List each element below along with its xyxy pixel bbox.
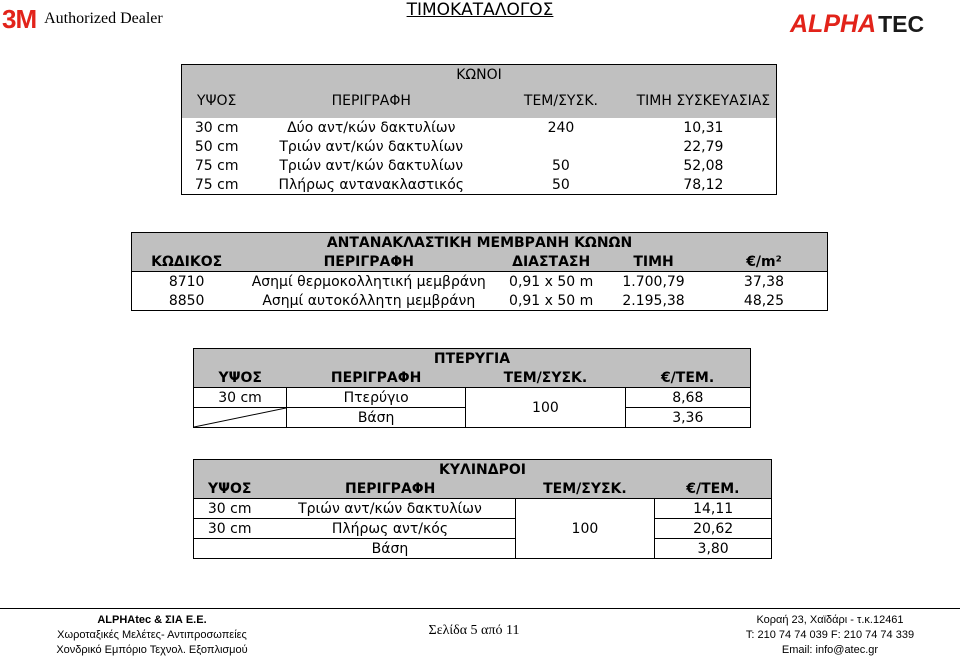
wings-header-description: ΠΕΡΙΓΡΑΦΗ <box>287 368 466 388</box>
membrane-price: 1.700,79 <box>622 273 685 290</box>
cone-description: Δύο αντ/κών δακτυλίων <box>287 119 456 136</box>
table-row <box>194 519 772 539</box>
membrane-description: Ασημί θερμοκολλητική μεμβράνη <box>251 273 486 290</box>
footer-company-line2: Χωροταξικές Μελέτες- Αντιπροσωπείες <box>57 629 247 641</box>
cone-height: 75 cm <box>194 176 239 193</box>
alphatec-logo <box>790 10 924 39</box>
cone-price: 52,08 <box>683 157 724 174</box>
3m-logo-mark: 3M <box>2 4 37 34</box>
footer-phones: T: 210 74 74 039 F: 210 74 74 339 <box>745 629 915 641</box>
cone-pack <box>491 137 631 156</box>
membrane-code: 8850 <box>168 292 205 309</box>
membrane-dimension: 0,91 x 50 m <box>509 292 594 309</box>
alphatec-logo-tec: TEC <box>878 11 925 37</box>
cylinders-header-price: €/ΤΕΜ. <box>655 479 772 499</box>
wings-header-pack: ΤΕΜ/ΣΥΣΚ. <box>466 368 625 388</box>
cones-header-height: ΥΨΟΣ <box>182 84 252 118</box>
cylinder-pack: 100 <box>515 499 655 559</box>
wings-header-height: ΥΨΟΣ <box>194 368 287 388</box>
cone-price: 22,79 <box>683 138 724 155</box>
cylinder-height: 30 cm <box>194 499 266 519</box>
membrane-header-code: ΚΩΔΙΚΟΣ <box>132 252 242 272</box>
wings-table <box>193 348 751 428</box>
cone-pack: 50 <box>552 176 570 193</box>
membrane-code: 8710 <box>168 273 205 290</box>
membrane-header-dimension: ΔΙΑΣΤΑΣΗ <box>496 252 606 272</box>
membrane-price: 2.195,38 <box>622 292 685 309</box>
cone-height: 50 cm <box>194 138 239 155</box>
cone-pack: 240 <box>547 119 575 136</box>
footer-company-line3: Χονδρικό Εμπόριο Τεχνολ. Εξοπλισμού <box>56 644 248 656</box>
footer-company-name: ALPHAtec & ΣΙΑ Ε.Ε. <box>97 614 207 626</box>
alphatec-logo-alpha: ALPHA <box>790 10 877 38</box>
membrane-table <box>131 232 828 311</box>
3m-logo <box>2 6 163 32</box>
cylinders-header-height: ΥΨΟΣ <box>194 479 266 499</box>
cones-header-description: ΠΕΡΙΓΡΑΦΗ <box>251 84 491 118</box>
table-row <box>182 118 777 137</box>
cylinders-title: ΚΥΛΙΝΔΡΟΙ <box>194 460 772 480</box>
cylinder-price: 14,11 <box>655 499 772 519</box>
table-row <box>132 272 828 292</box>
footer-contact-block <box>730 613 930 658</box>
cone-height: 30 cm <box>194 119 239 136</box>
membrane-per-m2: 37,38 <box>743 273 785 290</box>
footer-page-number: Σελίδα 5 από 11 <box>428 623 520 638</box>
cylinders-header-pack: ΤΕΜ/ΣΥΣΚ. <box>515 479 655 499</box>
page-header <box>0 0 960 40</box>
cylinders-table <box>193 459 772 559</box>
cylinder-description: Βάση <box>371 540 409 557</box>
cones-table <box>181 64 777 195</box>
cones-header-price: ΤΙΜΗ ΣΥΣΚΕΥΑΣΙΑΣ <box>631 84 777 118</box>
table-row <box>194 499 772 519</box>
cone-description: Τριών αντ/κών δακτυλίων <box>279 138 464 155</box>
wing-price: 8,68 <box>625 388 750 408</box>
cone-pack: 50 <box>552 157 570 174</box>
cylinder-height <box>194 539 266 559</box>
table-row <box>182 156 777 175</box>
cone-price: 10,31 <box>683 119 724 136</box>
cones-header-pack: ΤΕΜ/ΣΥΣΚ. <box>491 84 631 118</box>
wing-description: Πτερύγιο <box>287 388 466 408</box>
wing-height: 30 cm <box>194 388 287 408</box>
cylinder-description: Τριών αντ/κών δακτυλίων <box>265 499 515 519</box>
document-title: ΤΙΜΟΚΑΤΑΛΟΓΟΣ <box>406 0 554 20</box>
table-row <box>194 388 751 408</box>
membrane-header-description: ΠΕΡΙΓΡΑΦΗ <box>241 252 496 272</box>
wing-height-empty <box>194 408 287 428</box>
membrane-header-price: ΤΙΜΗ <box>606 252 701 272</box>
membrane-dimension: 0,91 x 50 m <box>509 273 594 290</box>
wings-title: ΠΤΕΡΥΓΙΑ <box>194 349 751 369</box>
footer-email: Email: info@atec.gr <box>781 644 879 656</box>
footer-address: Κοραή 23, Χαϊδάρι - τ.κ.12461 <box>756 614 904 626</box>
cone-price: 78,12 <box>683 176 724 193</box>
diagonal-strike <box>194 408 286 427</box>
cylinder-description: Πλήρως αντ/κός <box>265 519 515 539</box>
cone-description: Πλήρως αντανακλαστικός <box>278 176 465 193</box>
cones-title: ΚΩΝΟΙ <box>182 65 777 85</box>
wing-price: 3,36 <box>672 409 704 426</box>
membrane-per-m2: 48,25 <box>743 292 785 309</box>
cylinder-height: 30 cm <box>194 519 266 539</box>
table-row <box>182 175 777 195</box>
table-row <box>194 539 772 559</box>
membrane-description: Ασημί αυτοκόλλητη μεμβράνη <box>262 292 476 309</box>
table-row <box>182 137 777 156</box>
membrane-header-per-m2: €/m² <box>701 252 828 272</box>
wing-pack: 100 <box>466 388 625 428</box>
wings-header-price: €/ΤΕΜ. <box>625 368 750 388</box>
footer-company-block <box>52 613 252 658</box>
authorized-dealer-label: Authorized Dealer <box>44 10 163 27</box>
cylinder-price: 20,62 <box>655 519 772 539</box>
cone-description: Τριών αντ/κών δακτυλίων <box>279 157 464 174</box>
membrane-title: ΑΝΤΑΝΑΚΛΑΣΤΙΚΗ ΜΕΜΒΡΑΝΗ ΚΩΝΩΝ <box>132 233 828 253</box>
page-footer <box>0 608 960 660</box>
cylinder-price: 3,80 <box>697 540 729 557</box>
table-row <box>132 291 828 311</box>
cone-height: 75 cm <box>194 157 239 174</box>
cylinders-header-description: ΠΕΡΙΓΡΑΦΗ <box>265 479 515 499</box>
wing-description: Βάση <box>357 409 395 426</box>
